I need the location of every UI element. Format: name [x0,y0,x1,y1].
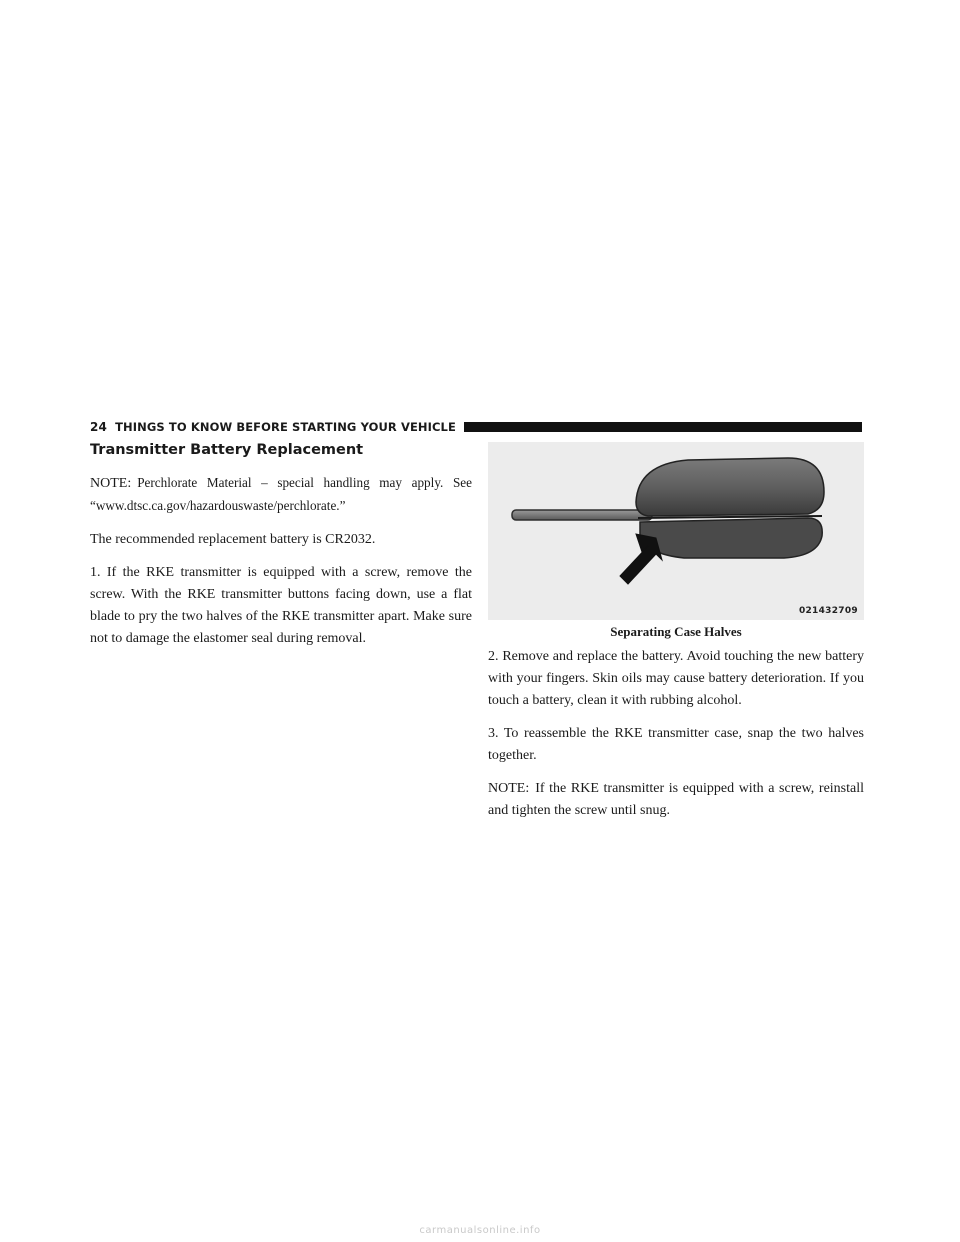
watermark-text: carmanualsonline.info [419,1225,541,1236]
section-heading: Transmitter Battery Replacement [90,442,364,458]
note-perchlorate [90,472,472,518]
step-1-paragraph: 1. If the RKE transmitter is equipped with a screw, remove the screw. With the RKE transmitter buttons facing down, use a flat blade to pry the two halves of the RKE transmitter apart. Make sure not to damage the elastomer seal during removal. [90,565,472,646]
arrow-icon [620,534,662,584]
right-column [488,442,864,833]
key-blade [512,510,652,520]
transmitter-figure [488,442,864,620]
figure-code: 021432709 [798,606,858,616]
upper-case-half [636,458,824,516]
step-3-paragraph: 3. To reassemble the RKE transmitter case, snap the two halves together. [488,726,864,763]
note-screw [488,778,864,822]
battery-paragraph: The recommended replacement battery is CR2032. [90,532,376,547]
header-rule [464,422,862,432]
note-label: NOTE: [90,476,132,491]
step-2-paragraph: 2. Remove and replace the battery. Avoid touching the new battery with your fingers. Skin oils may cause battery deterioration. If you touch a battery, clean it with rubbing alcohol. [488,649,864,708]
page-header [90,418,862,436]
page-number: 24 [90,420,108,434]
footer-watermark [0,1218,960,1237]
note-text: Perchlorate Material – special handling may apply. See “www.dtsc.ca.gov/hazardouswaste/perchlorate.” [90,475,472,513]
header-title: THINGS TO KNOW BEFORE STARTING YOUR VEHICLE [115,420,456,434]
note-text: If the RKE transmitter is equipped with a screw, reinstall and tighten the screw until snug. [488,781,864,818]
lower-case-half [640,518,822,558]
figure-caption: Separating Case Halves [610,624,742,639]
transmitter-illustration [488,442,864,620]
note-label: NOTE: [488,781,530,796]
left-column [90,442,472,661]
